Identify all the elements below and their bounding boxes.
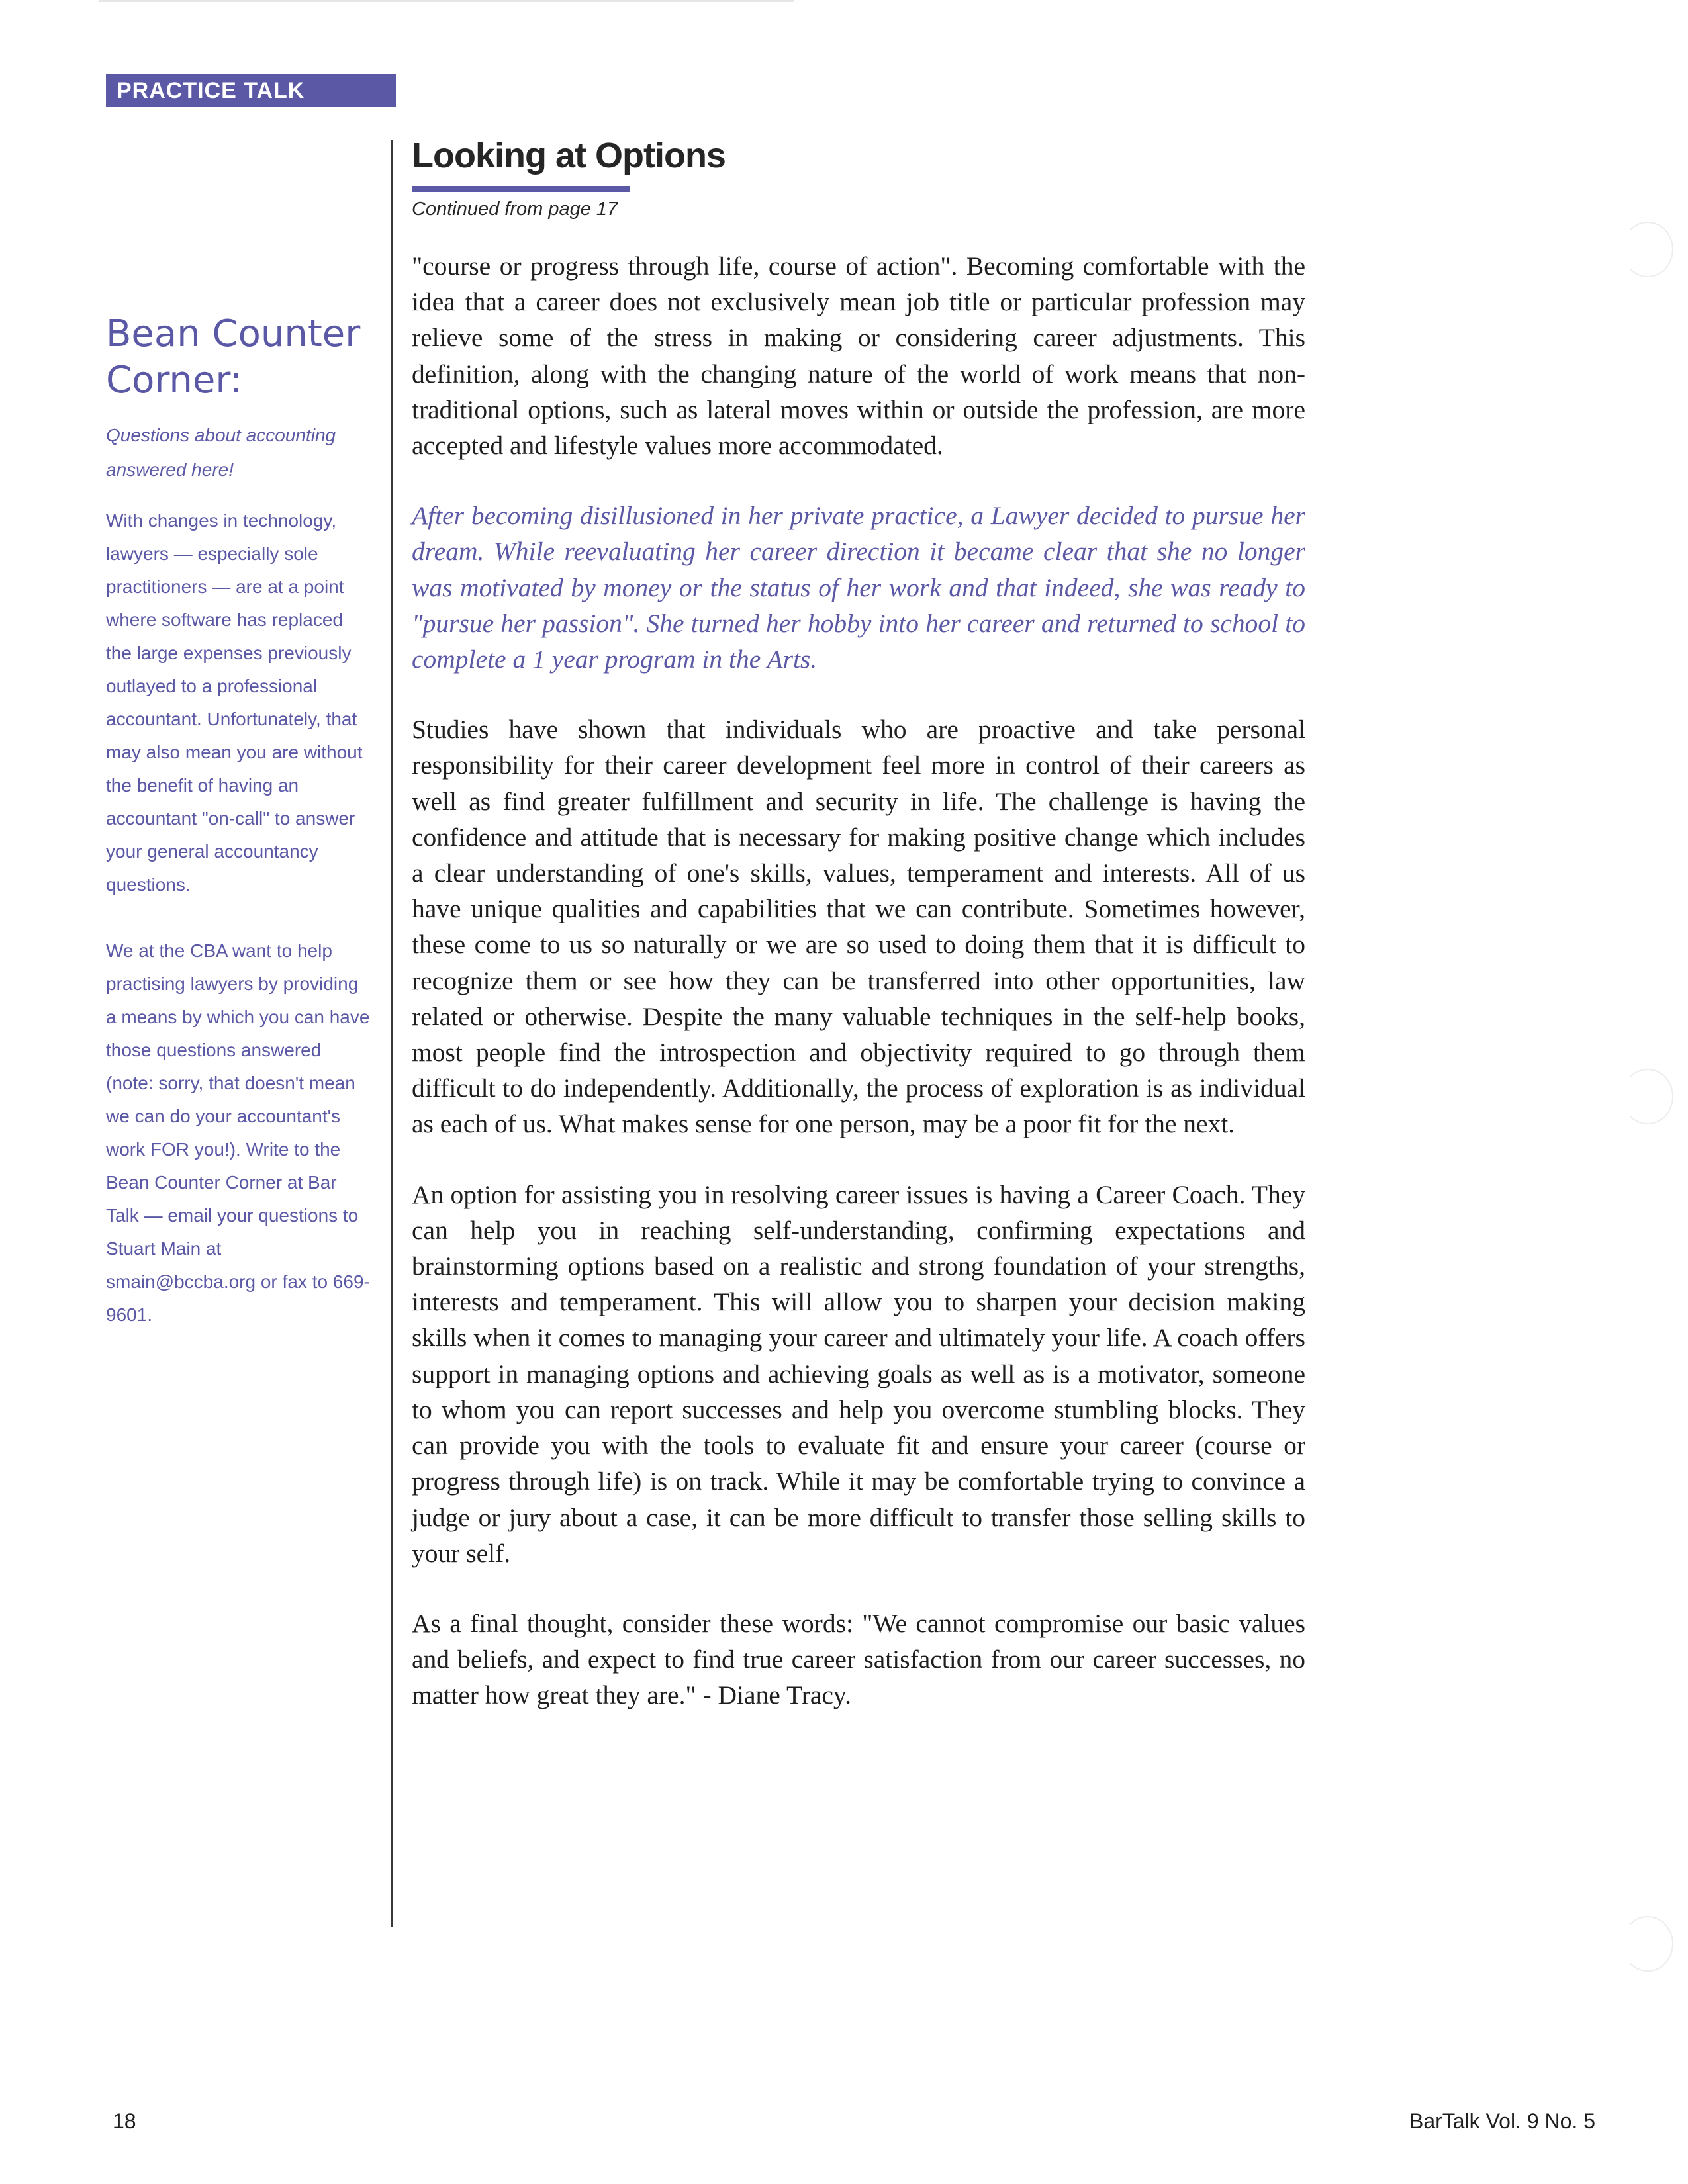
- column-divider: [391, 140, 393, 1927]
- article-title: Looking at Options: [412, 136, 726, 175]
- sidebar-paragraph: With changes in technology, lawyers — especially sole practitioners — are at a point where software has replaced the large expenses previously outlayed to a professional accountant. Unfortunately, that may also mean you are without the benefit of having an accountant "on-call" to answer your general accountancy questions.: [106, 510, 363, 895]
- article-paragraph: An option for assisting you in resolving career issues is having a Career Coach. They can help you in reaching self-understanding, confirming expectations and brainstorming options based on a realistic and strong foundation of your strengths, interests and temperament. This will allow you to sharpen your decision making skills when it comes to managing your career and ultimately your life. A coach offers support in managing options and achieving goals as well as is a motivator, someone to whom you can report successes and help you overcome stumbling blocks. They can provide you with the tools to evaluate fit and ensure your career (course or progress through life) is on track. While it may be comfortable trying to convince a judge or jury about a case, it can be more difficult to transfer those selling skills to your self.: [412, 1179, 1305, 1568]
- binder-hole: [1622, 1069, 1673, 1124]
- sidebar-subtitle: Questions about accounting answered here!: [106, 425, 336, 480]
- article-case-example: After becoming disillusioned in her private practice, a Lawyer decided to pursue her dream. While reevaluating her career direction it became clear that she no longer was motivated by money or the status of her work and that indeed, she was ready to "pursue her passion". She turned her hobby into her career and returned to school to complete a 1 year program in the Arts.: [412, 501, 1305, 674]
- sidebar-bean-counter-corner: [106, 311, 371, 1332]
- binder-hole: [1622, 1916, 1673, 1972]
- article-paragraph: Studies have shown that individuals who are proactive and take personal responsibility for their career development feel more in control of their careers as well as find greater fulfillment and security in life. The challenge is having the confidence and attitude that is necessary for making positive change which includes a clear understanding of one's skills, values, temperament and interests. All of us have unique qualities and capabilities that we can contribute. Sometimes however, these come to us so naturally or we are so used to doing them that it is difficult to recognize them or see how they can be transferred into other opportunities, law related or otherwise. Despite the many valuable techniques in the self-help books, most people find the introspection and objectivity required to go through them difficult to do independently. Additionally, the process of exploration is as individual as each of us. What makes sense for one person, may be a poor fit for the next.: [412, 715, 1305, 1139]
- article-paragraph: "course or progress through life, course of action". Becoming comfortable with the idea that a career does not exclusively mean job title or particular profession may relieve some of the stress in making or considering career adjustments. This definition, along with the changing nature of the world of work means that non-traditional options, such as lateral moves within or outside the profession, are more accepted and lifestyle values more accommodated.: [412, 251, 1305, 461]
- section-label: PRACTICE TALK: [106, 74, 396, 107]
- publication-issue: BarTalk Vol. 9 No. 5: [1409, 2109, 1595, 2133]
- article-paragraph: As a final thought, consider these words: "We cannot compromise our basic values and beliefs, and expect to find true career satisfaction from our career successes, no matter how great they are." - Diane Tracy.: [412, 1608, 1305, 1710]
- article-body: [412, 248, 1305, 1748]
- sidebar-title: Bean Counter Corner:: [106, 312, 361, 402]
- title-underline: [412, 186, 630, 192]
- sidebar-paragraph: We at the CBA want to help practising lawyers by providing a means by which you can have those questions answered (note: sorry, that doesn't mean we can do your accountant's work FOR you!). Write to the Bean Counter Corner at Bar Talk — email your questions to Stuart Main at smain@bccba.org or fax to 669-9601.: [106, 940, 370, 1325]
- binder-hole: [1622, 222, 1673, 277]
- page-number: 18: [113, 2109, 136, 2133]
- continued-from-note: Continued from page 17: [412, 199, 618, 220]
- top-edge-line: [99, 0, 794, 2]
